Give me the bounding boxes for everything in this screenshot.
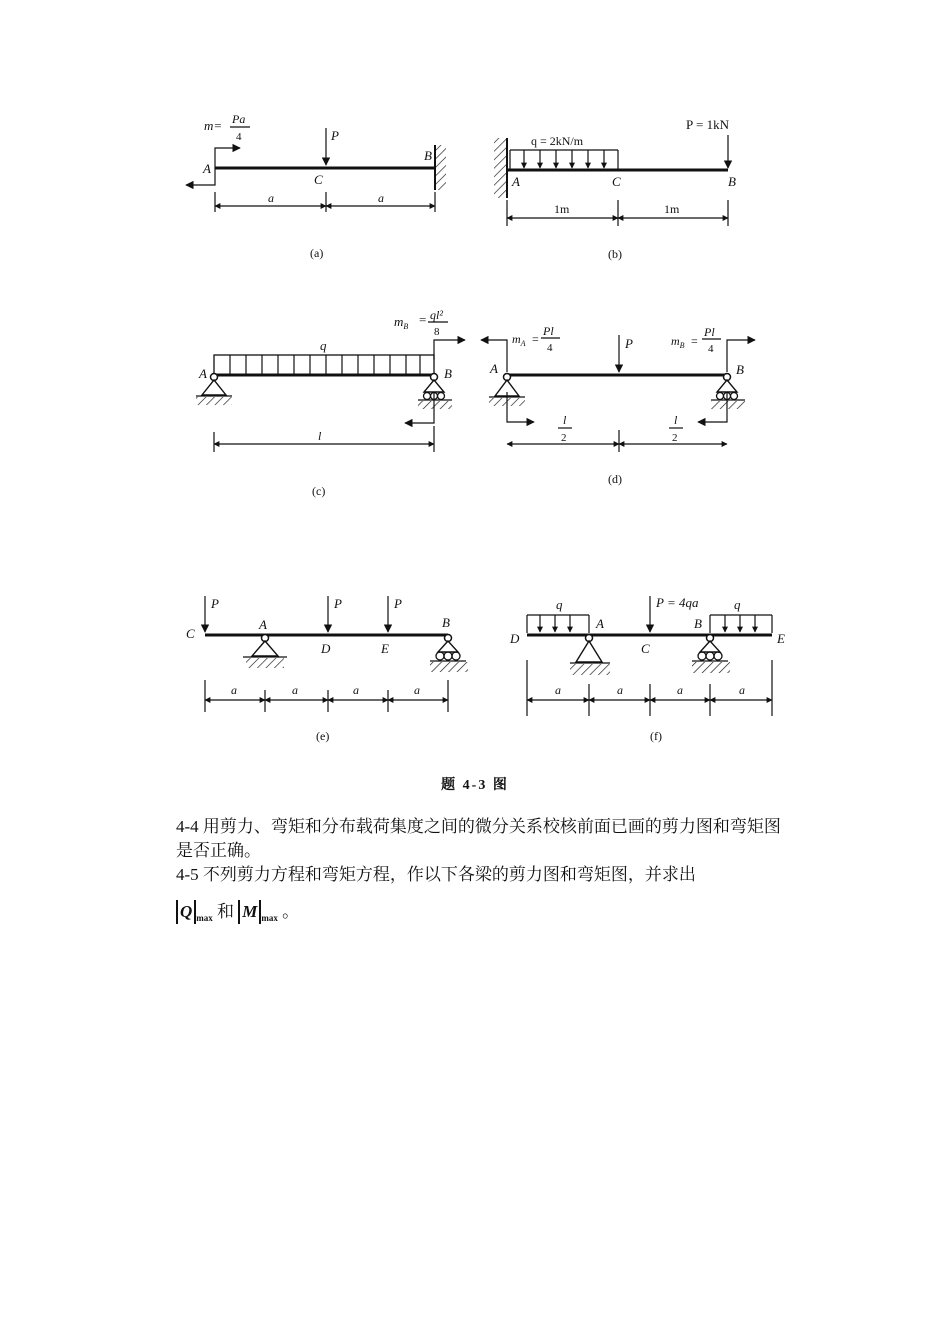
figure-a xyxy=(186,112,446,260)
point-label-d: D xyxy=(510,631,520,646)
figure-group-caption: 题 4-3 图 xyxy=(441,778,509,793)
dim-den: 2 xyxy=(672,432,678,444)
point-label-b: B xyxy=(442,615,450,630)
formula-line xyxy=(176,900,796,930)
roller-support-b xyxy=(430,635,468,673)
moment-den: 4 xyxy=(547,342,553,354)
point-label-a: A xyxy=(203,161,211,176)
point-label-e: E xyxy=(777,631,785,646)
figure-caption: (a) xyxy=(310,246,324,260)
pin-support-a xyxy=(243,635,287,669)
shear-max-symbol: Q xyxy=(176,900,196,924)
dist-load-arrows xyxy=(540,615,570,632)
moment-max-symbol: M xyxy=(238,900,261,924)
moment-a-label: $m_A$ xyxy=(512,332,526,348)
dim-label: a xyxy=(231,683,237,697)
point-label-e: E xyxy=(381,641,389,656)
dim-label: a xyxy=(677,683,683,697)
dist-load-block xyxy=(214,355,434,375)
dist-load-label: q xyxy=(320,338,327,353)
dist-load-label: q = 2kN/m xyxy=(531,134,584,148)
max-subscript: max xyxy=(261,913,278,923)
moment-b-label: $m_B$ xyxy=(671,334,685,350)
point-label-a: A xyxy=(490,361,498,376)
paragraph-4-5: 4-5 不列剪力方程和弯矩方程，作以下各梁的剪力图和弯矩图，并求出 xyxy=(176,865,696,884)
dim-label: a xyxy=(292,683,298,697)
load-label: P = 4qa xyxy=(656,595,699,610)
paragraph-4-4: 4-4 用剪力、弯矩和分布载荷集度之间的微分关系校核前面已画的剪力图和弯矩图是否正确。 xyxy=(176,817,781,860)
dim-label: 1m xyxy=(664,202,680,216)
point-label-a: A xyxy=(596,616,604,631)
pin-support-a xyxy=(489,374,525,407)
svg-text:=: = xyxy=(691,334,698,348)
dim-num: l xyxy=(563,413,567,427)
load-label: P xyxy=(625,336,633,351)
point-label-b: B xyxy=(424,148,432,163)
point-label-c: C xyxy=(641,641,650,656)
svg-text:=: = xyxy=(532,332,539,346)
moment-den: 8 xyxy=(434,326,440,338)
figure-f xyxy=(509,595,785,743)
point-label-c: C xyxy=(612,174,621,189)
moment-arrow xyxy=(434,340,465,360)
moment-arrow xyxy=(215,148,240,168)
end-mark: 。 xyxy=(282,902,300,921)
figure-c xyxy=(196,308,465,498)
point-label-b: B xyxy=(444,366,452,381)
point-label-d: D xyxy=(321,641,331,656)
wall-hatch xyxy=(436,145,446,190)
load-label: P xyxy=(334,596,342,611)
dist-load-arrows xyxy=(524,150,604,168)
point-label-b: B xyxy=(694,616,702,631)
moment-den: 4 xyxy=(708,343,714,355)
and-word: 和 xyxy=(217,902,235,921)
moment-num: Pa xyxy=(232,112,246,126)
dim-label: a xyxy=(555,683,561,697)
point-label-a: A xyxy=(512,174,520,189)
figure-d xyxy=(481,324,755,486)
figure-caption: (f) xyxy=(650,729,662,743)
dim-label: l xyxy=(318,429,322,443)
dim-label: 1m xyxy=(554,202,570,216)
load-label: P xyxy=(331,128,339,143)
roller-support-b xyxy=(711,374,745,410)
moment-label: m= xyxy=(204,118,223,133)
figure-caption: (e) xyxy=(316,729,330,743)
dim-label: a xyxy=(268,191,274,205)
point-label-b: B xyxy=(736,362,744,377)
roller-support-b xyxy=(692,635,730,674)
pin-support-a xyxy=(570,635,610,676)
wall-hatch xyxy=(494,138,507,198)
figure-caption: (c) xyxy=(312,484,326,498)
dim-den: 2 xyxy=(561,432,567,444)
dist-load-label: q xyxy=(556,597,563,612)
figure-caption: (d) xyxy=(608,472,622,486)
load-label: P xyxy=(394,596,402,611)
dim-label: a xyxy=(617,683,623,697)
equals-sign: = xyxy=(419,312,427,327)
dim-label: a xyxy=(353,683,359,697)
dim-label: a xyxy=(739,683,745,697)
dim-num: l xyxy=(674,413,678,427)
moment-num: ql² xyxy=(430,308,443,322)
dim-label: a xyxy=(414,683,420,697)
load-label: P = 1kN xyxy=(686,117,729,132)
moment-num: Pl xyxy=(704,325,715,339)
dist-load-arrows xyxy=(725,615,755,632)
figure-b xyxy=(494,117,736,261)
point-label-b: B xyxy=(728,174,736,189)
dist-load-label: q xyxy=(734,597,741,612)
figure-caption: (b) xyxy=(608,247,622,261)
point-label-a: A xyxy=(259,617,267,632)
dist-load-ticks xyxy=(230,355,420,375)
load-label: P xyxy=(211,596,219,611)
moment-label: $m_B$ xyxy=(394,314,409,331)
moment-num: Pl xyxy=(543,324,554,338)
point-label-c: C xyxy=(314,172,323,187)
point-label-c: C xyxy=(186,626,195,641)
dim-label: a xyxy=(378,191,384,205)
max-subscript: max xyxy=(196,913,213,923)
moment-den: 4 xyxy=(236,131,242,143)
figure-e xyxy=(186,596,468,743)
point-label-a: A xyxy=(199,366,207,381)
